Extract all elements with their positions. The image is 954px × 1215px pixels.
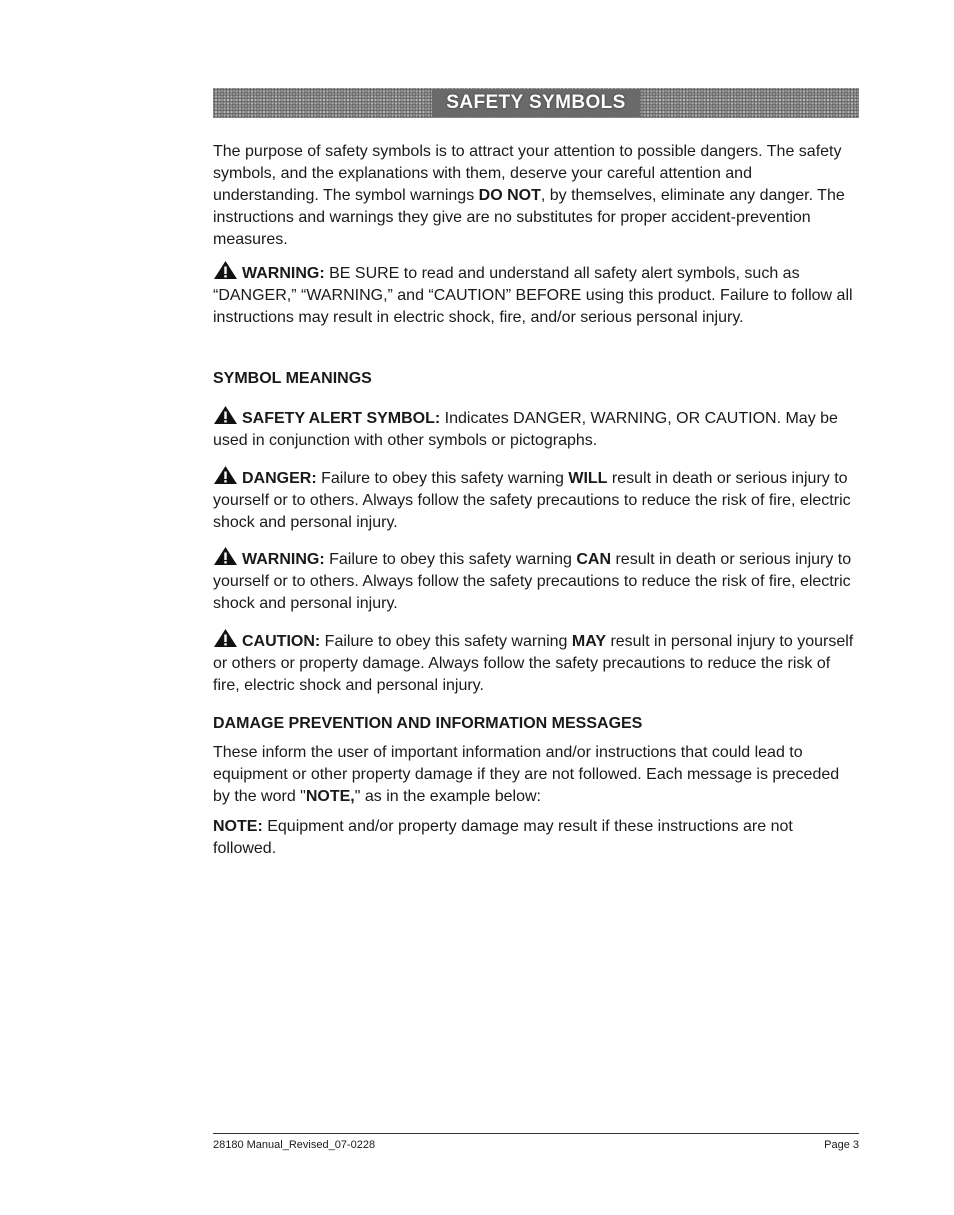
damage-prevention-heading: DAMAGE PREVENTION AND INFORMATION MESSAGES: [213, 715, 643, 732]
warning-triangle-icon: [213, 405, 238, 425]
warning-triangle-icon: [213, 465, 238, 485]
danger-paragraph: DANGER: Failure to obey this safety warning WILL result in death or serious injury to yourself or to others. Always follow the safety precautions to reduce the risk of fire, electric shock and personal injury.: [213, 465, 859, 534]
intro-paragraph: The purpose of safety symbols is to attract your attention to possible dangers. The safety symbols, and the explanations with them, deserve your careful attention and understanding. The symbol warnings DO NOT, by themselves, eliminate any danger. The instructions and warnings they give are no substitutes for proper accident-prevention measures.: [213, 143, 845, 248]
warning-main-label: WARNING:: [242, 265, 325, 282]
safety-alert-label: SAFETY ALERT SYMBOL:: [242, 410, 441, 427]
footer-divider: [213, 1133, 859, 1134]
section-banner: [213, 88, 859, 118]
caution-label: CAUTION:: [242, 633, 321, 650]
footer-document-id: 28180 Manual_Revised_07-0228: [213, 1139, 376, 1151]
note-label: NOTE:: [213, 818, 263, 835]
footer-page-number: Page 3: [824, 1139, 859, 1151]
damage-prevention-paragraph: These inform the user of important information and/or instructions that could lead to equipment or other property damage if they are not followed. Each message is preceded by the word "NOTE," as in the example below:: [213, 744, 840, 805]
safety-alert-paragraph: SAFETY ALERT SYMBOL: Indicates DANGER, WARNING, OR CAUTION. May be used in conjunction with other symbols or pictographs.: [213, 405, 859, 452]
caution-paragraph: CAUTION: Failure to obey this safety warning MAY result in personal injury to yourself or others or property damage. Always follow the safety precautions to reduce the risk of fire, electric shock and personal injury.: [213, 628, 859, 697]
symbol-meanings-heading: SYMBOL MEANINGS: [213, 370, 372, 387]
warning-label: WARNING:: [242, 551, 325, 568]
danger-label: DANGER:: [242, 470, 317, 487]
warning-main-paragraph: WARNING: BE SURE to read and understand all safety alert symbols, such as “DANGER,” “WARNING,” and “CAUTION” BEFORE using this product. Failure to follow all instructions may result in electric shock, fire, and/or serious personal injury.: [213, 260, 859, 329]
warning-paragraph: WARNING: Failure to obey this safety warning CAN result in death or serious injury to yourself or to others. Always follow the safety precautions to reduce the risk of fire, electric shock and personal injury.: [213, 546, 859, 615]
warning-triangle-icon: [213, 628, 238, 648]
banner-title: SAFETY SYMBOLS: [432, 89, 639, 117]
warning-triangle-icon: [213, 546, 238, 566]
note-paragraph: NOTE: Equipment and/or property damage may result if these instructions are not followed.: [213, 818, 793, 857]
warning-triangle-icon: [213, 260, 238, 280]
